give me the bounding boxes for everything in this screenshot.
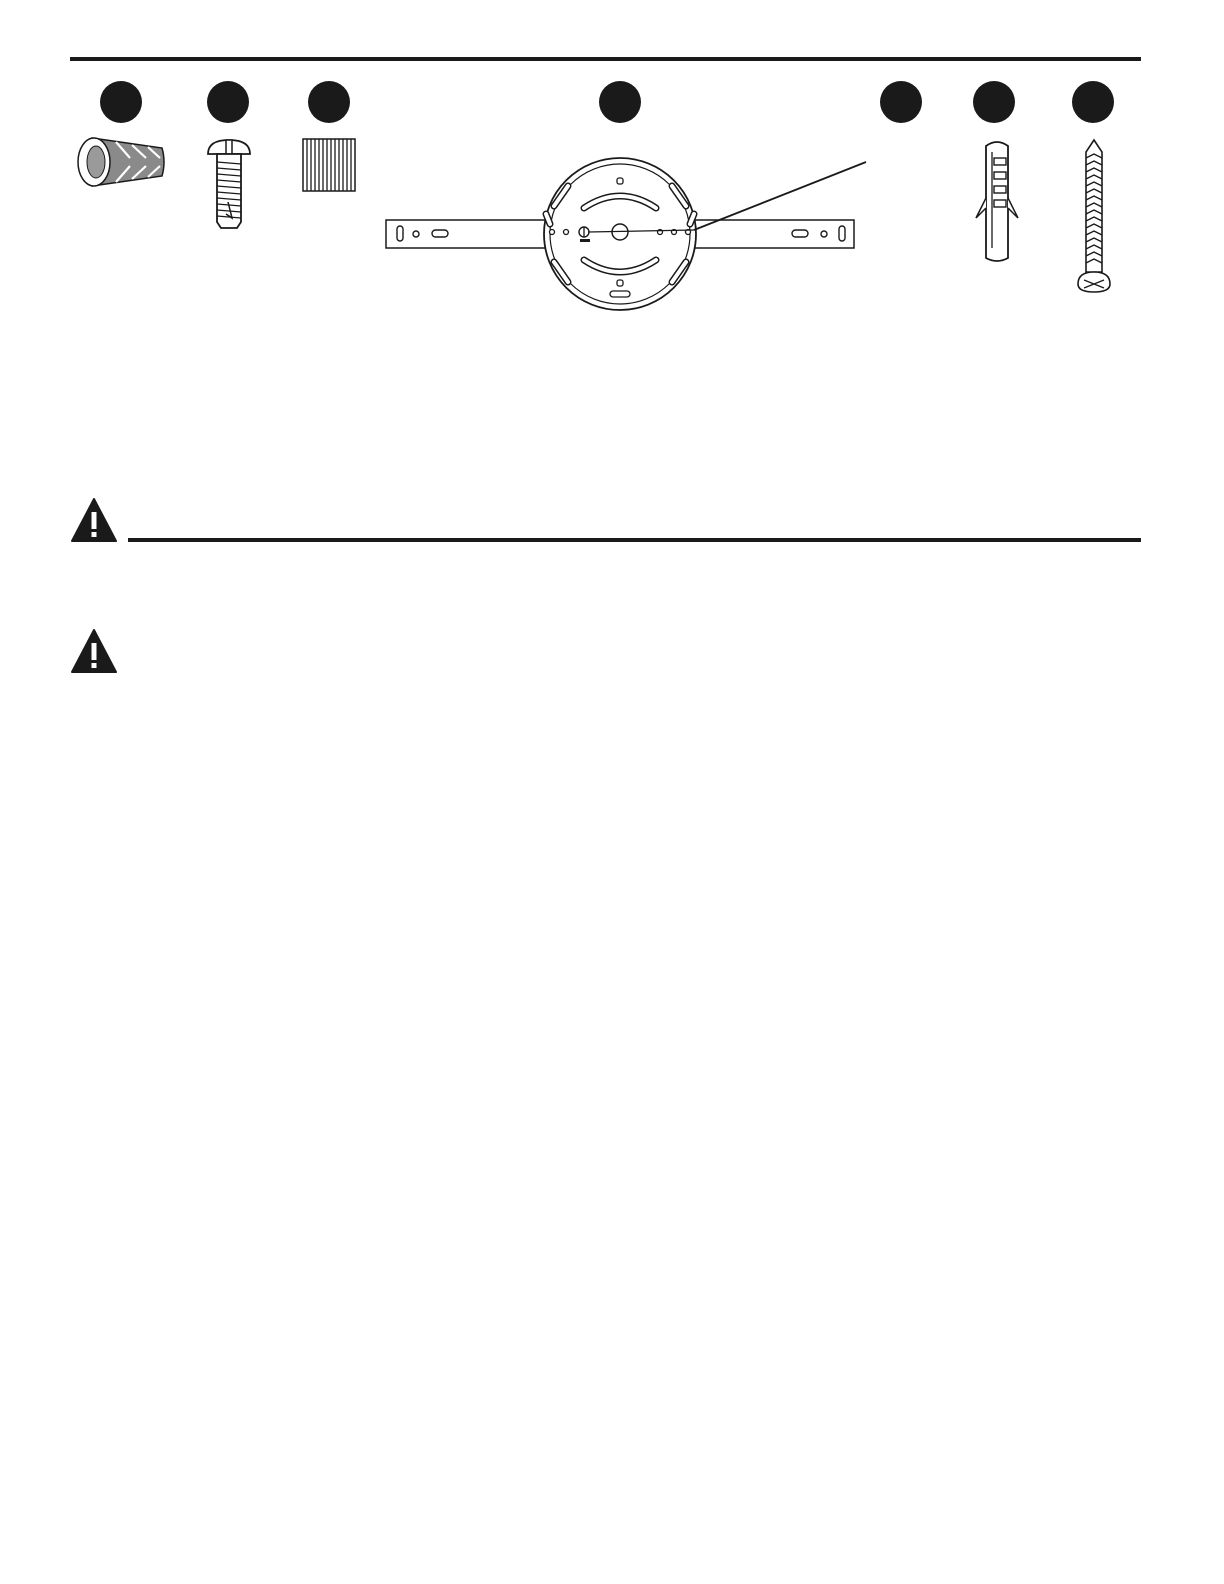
warning-icon: [70, 497, 118, 543]
warning-icon: [70, 628, 118, 674]
part-badge-5: [880, 81, 922, 123]
part-badge-7: [1072, 81, 1114, 123]
wall-anchor-icon: [972, 138, 1022, 266]
ground-screw-icon: [862, 150, 872, 170]
part-badge-3: [308, 81, 350, 123]
part-badge-4: [599, 81, 641, 123]
wire-connector-icon: [74, 134, 168, 190]
mounting-bracket-icon: [384, 150, 868, 312]
wood-screw-icon: [1074, 138, 1114, 298]
part-badge-1: [100, 81, 142, 123]
top-divider: [70, 57, 1141, 61]
part-badge-6: [973, 81, 1015, 123]
knurled-coupling-icon: [302, 138, 356, 192]
machine-screw-icon: [204, 138, 254, 230]
warning-divider: [128, 538, 1141, 542]
part-badge-2: [207, 81, 249, 123]
